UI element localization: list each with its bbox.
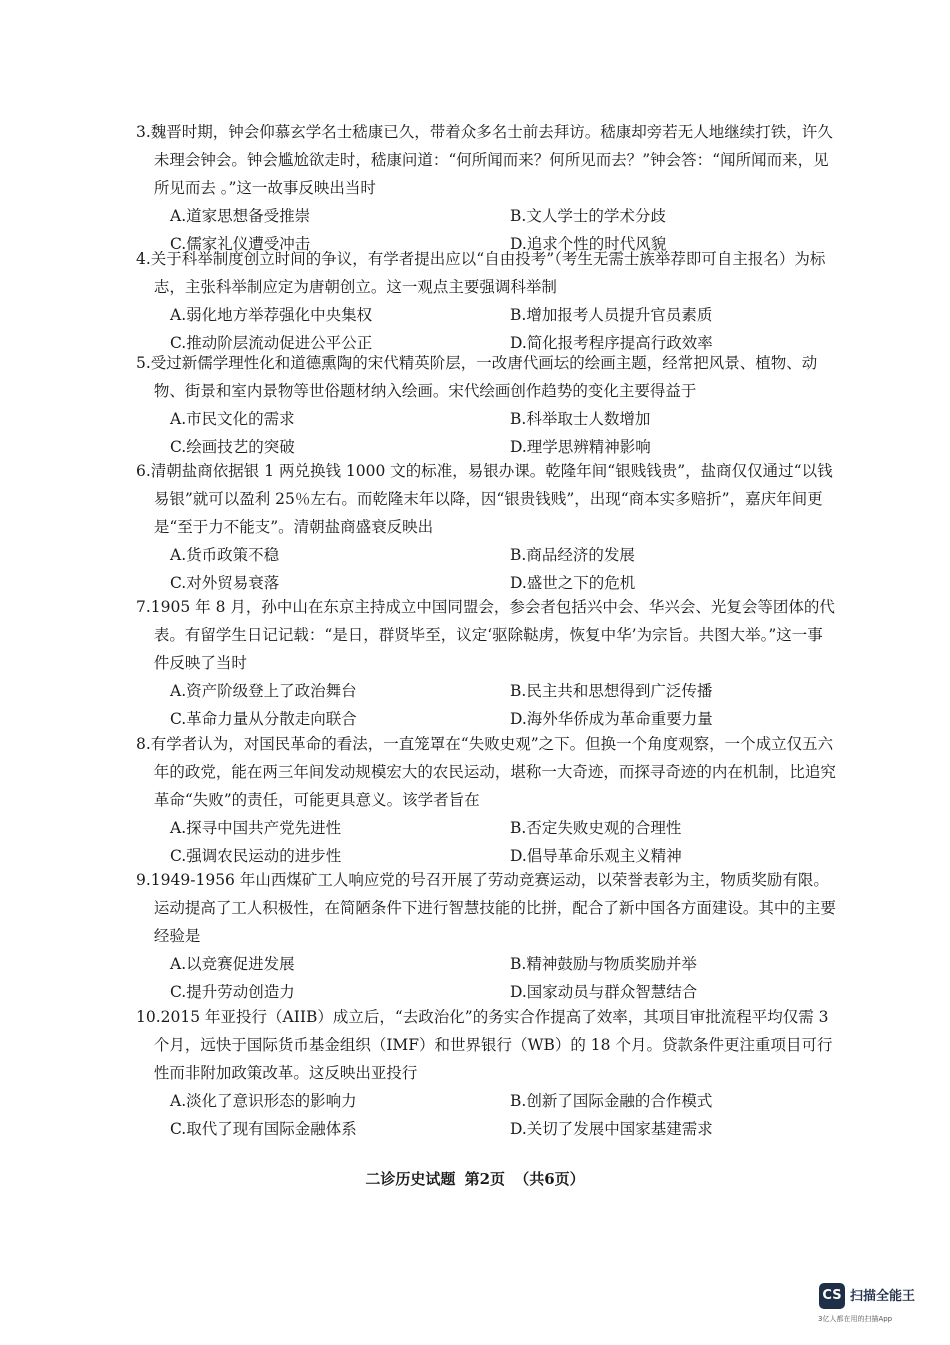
option-b: B.否定失败史观的合理性 <box>510 819 682 837</box>
question-stem: 4.关于科举制度创立时间的争议，有学者提出应以“自由投考”（考生无需士族举荐即可自主报名）为标志，主张科举制应定为唐朝创立。这一观点主要强调科举制 <box>136 250 826 296</box>
option-d: D.倡导革命乐观主义精神 <box>510 847 682 865</box>
question-stem: 7.1905 年 8 月，孙中山在东京主持成立中国同盟会，参会者包括兴中会、华兴会、光复会等团体的代表。有留学生日记记载：“是日，群贤毕至，议定‘驱除鞑虏，恢复中华’为宗旨。共图大举。”这一事件反映了当时 <box>136 598 835 672</box>
option-a: A.资产阶级登上了政治舞台 <box>170 682 357 700</box>
question-stem: 8.有学者认为，对国民革命的看法，一直笼罩在“失败史观”之下。但换一个角度观察，一个成立仅五六年的政党，能在两三年间发动规模宏大的农民运动，堪称一大奇迹，而探寻奇迹的内在机制，比追究革命“失败”的责任，可能更具意义。该学者旨在 <box>136 735 836 809</box>
footer-total-pages: （共6页） <box>514 1170 585 1188</box>
options <box>136 677 836 733</box>
footer-exam-title: 二诊历史试题 <box>365 1170 456 1188</box>
option-c: C.绘画技艺的突破 <box>170 438 295 456</box>
option-c: C.推动阶层流动促进公平公正 <box>170 334 373 352</box>
option-d: D.关切了发展中国家基建需求 <box>510 1120 713 1138</box>
options <box>136 1087 836 1143</box>
option-a: A.货币政策不稳 <box>170 546 280 564</box>
camscanner-logo-icon: CS <box>819 1283 845 1309</box>
option-d: D.理学思辨精神影响 <box>510 438 651 456</box>
option-b: B.创新了国际金融的合作模式 <box>510 1092 713 1110</box>
option-b: B.民主共和思想得到广泛传播 <box>510 682 713 700</box>
option-c: C.革命力量从分散走向联合 <box>170 710 357 728</box>
option-a: A.淡化了意识形态的影响力 <box>170 1092 357 1110</box>
option-a: A.弱化地方举荐强化中央集权 <box>170 306 373 324</box>
question-5 <box>136 349 836 461</box>
options <box>136 405 836 461</box>
option-c: C.对外贸易衰落 <box>170 574 280 592</box>
question-stem: 5.受过新儒学理性化和道德熏陶的宋代精英阶层，一改唐代画坛的绘画主题，经常把风景、植物、动物、街景和室内景物等世俗题材纳入绘画。宋代绘画创作趋势的变化主要得益于 <box>136 354 818 400</box>
option-d: D.追求个性的时代风貌 <box>510 235 667 253</box>
option-d: D.国家动员与群众智慧结合 <box>510 983 698 1001</box>
option-c: C.提升劳动创造力 <box>170 983 295 1001</box>
question-9 <box>136 866 836 1006</box>
option-a: A.探寻中国共产党先进性 <box>170 819 342 837</box>
option-d: D.简化报考程序提高行政效率 <box>510 334 713 352</box>
option-c: C.强调农民运动的进步性 <box>170 847 342 865</box>
question-10 <box>136 1003 836 1143</box>
option-b: B.精神鼓励与物质奖励并举 <box>510 955 697 973</box>
question-8 <box>136 730 836 870</box>
options <box>136 541 836 597</box>
option-d: D.海外华侨成为革命重要力量 <box>510 710 713 728</box>
options <box>136 814 836 870</box>
option-a: A.道家思想备受推崇 <box>170 207 311 225</box>
option-c: C.儒家礼仪遭受冲击 <box>170 235 311 253</box>
option-b: B.商品经济的发展 <box>510 546 635 564</box>
watermark-app-name: 扫描全能王 <box>850 1289 916 1304</box>
options <box>136 950 836 1006</box>
option-c: C.取代了现有国际金融体系 <box>170 1120 357 1138</box>
question-7 <box>136 593 836 733</box>
question-3 <box>136 118 836 258</box>
question-stem: 10.2015 年亚投行（AIIB）成立后，“去政治化”的务实合作提高了效率，其项目审批流程平均仅需 3 个月，远快于国际货币基金组织（IMF）和世界银行（WB）的 18 个月。贷款条件更注重项目可行性而非附加政策改革。这反映出亚投行 <box>136 1008 833 1082</box>
footer-page-number: 第2页 <box>464 1170 505 1188</box>
question-6 <box>136 457 836 597</box>
option-a: A.市民文化的需求 <box>170 410 295 428</box>
option-b: B.科举取士人数增加 <box>510 410 651 428</box>
question-stem: 6.清朝盐商依据银 1 两兑换钱 1000 文的标准，易银办课。乾隆年间“银贱钱贵”，盐商仅仅通过“以钱易银”就可以盈利 25％左右。而乾隆末年以降，因“银贵钱贱”，出现“商本实多赔折”，嘉庆年间更是“至于力不能支”。清朝盐商盛衰反映出 <box>136 462 833 536</box>
option-b: B.文人学士的学术分歧 <box>510 207 666 225</box>
option-d: D.盛世之下的危机 <box>510 574 636 592</box>
question-stem: 9.1949-1956 年山西煤矿工人响应党的号召开展了劳动竞赛运动，以荣誉表彰为主，物质奖励有限。运动提高了工人积极性，在简陋条件下进行智慧技能的比拼，配合了新中国各方面建设。其中的主要经验是 <box>136 871 836 945</box>
watermark-slogan: 3亿人都在用的扫描App <box>818 1315 893 1323</box>
question-4 <box>136 245 836 357</box>
option-b: B.增加报考人员提升官员素质 <box>510 306 713 324</box>
page-footer <box>0 1168 950 1189</box>
option-a: A.以竞赛促进发展 <box>170 955 295 973</box>
question-stem: 3.魏晋时期，钟会仰慕玄学名士嵇康已久，带着众多名士前去拜访。嵇康却旁若无人地继续打铁，许久未理会钟会。钟会尴尬欲走时，嵇康问道：“何所闻而来？何所见而去？”钟会答：“闻所闻而来，见所见而去 。”这一故事反映出当时 <box>136 123 833 197</box>
